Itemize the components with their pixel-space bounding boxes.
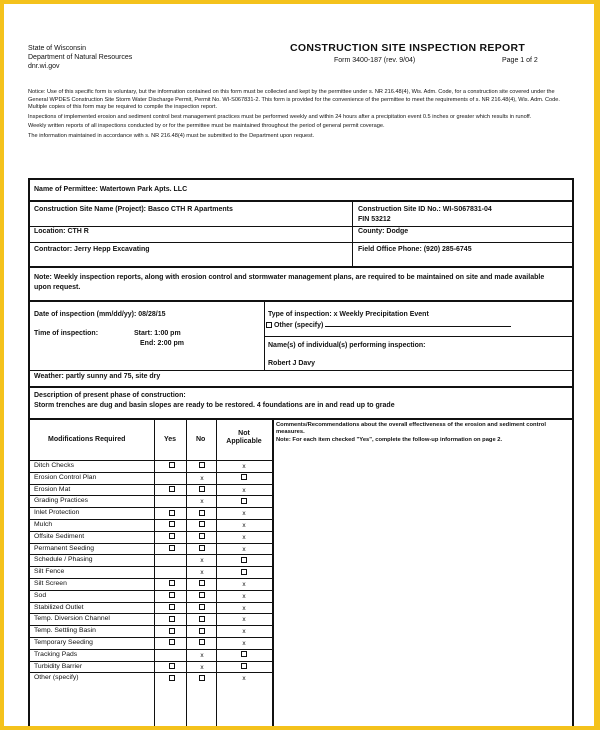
cell-no[interactable] <box>187 555 217 566</box>
row-label: Tracking Pads <box>34 650 78 658</box>
checkbox[interactable] <box>241 474 247 480</box>
fin-field[interactable]: FIN 53212 <box>358 216 391 223</box>
col-header-modifications: Modifications Required <box>48 436 126 443</box>
type-of-inspection[interactable]: Type of inspection: x Weekly Precipitation Event <box>268 311 429 318</box>
table-row <box>30 649 272 661</box>
checkbox[interactable] <box>241 663 247 669</box>
report-title: CONSTRUCTION SITE INSPECTION REPORT <box>290 42 526 54</box>
cell-na[interactable] <box>229 614 259 625</box>
cell-no[interactable] <box>187 579 217 590</box>
cell-no[interactable] <box>187 473 217 484</box>
checkbox[interactable] <box>169 604 175 610</box>
checkbox[interactable] <box>169 521 175 527</box>
divider <box>30 386 572 388</box>
check-mark: x <box>242 604 246 612</box>
check-mark: x <box>200 651 204 659</box>
cell-no[interactable] <box>187 567 217 578</box>
cell-no[interactable] <box>187 508 217 519</box>
check-mark: x <box>242 628 246 636</box>
row-label: Offsite Sediment <box>34 532 85 540</box>
check-mark: x <box>242 522 246 529</box>
row-label: Temp. Settling Basin <box>34 627 96 635</box>
row-label: Inlet Protection <box>34 509 80 517</box>
notice-paragraph: Weekly written reports of all inspections conducted by or for the permittee must be maintained throughout the period of general permit coverage. <box>28 123 385 130</box>
agency-line-state: State of Wisconsin <box>28 45 86 52</box>
cell-na[interactable] <box>229 662 259 673</box>
cell-no[interactable] <box>187 638 217 649</box>
divider <box>264 336 572 337</box>
page-number: Page 1 of 2 <box>502 57 538 64</box>
row-label: Other (specify) <box>34 674 79 682</box>
cell-na[interactable] <box>229 532 259 543</box>
table-row <box>30 637 272 649</box>
site-name-field[interactable]: Construction Site Name (Project): Basco CTH R Apartments <box>34 206 233 213</box>
column-divider <box>272 418 274 726</box>
contractor-field[interactable]: Contractor: Jerry Hepp Excavating <box>34 246 150 253</box>
cell-yes[interactable] <box>157 544 187 555</box>
check-mark: x <box>200 474 204 482</box>
cell-no[interactable] <box>187 520 217 531</box>
cell-no[interactable] <box>187 662 217 673</box>
checkbox[interactable] <box>169 639 175 645</box>
checkbox[interactable] <box>169 592 175 598</box>
weekly-note: Note: Weekly inspection reports, along with erosion control and stormwater management plans, are required to be maintained on site and made available upon request. <box>34 274 545 291</box>
cell-yes[interactable] <box>157 650 187 661</box>
checkbox[interactable] <box>169 462 175 468</box>
divider <box>30 242 572 243</box>
check-mark: x <box>242 640 246 647</box>
agency-line-dept: Department of Natural Resources <box>28 54 133 61</box>
checkbox[interactable] <box>169 616 175 622</box>
cell-no[interactable] <box>187 626 217 637</box>
checkbox[interactable] <box>169 675 175 681</box>
report-form <box>28 178 574 726</box>
cell-no[interactable] <box>187 591 217 602</box>
cell-na[interactable] <box>229 626 259 637</box>
cell-yes[interactable] <box>157 461 187 472</box>
notice-paragraph: The information maintained in accordance with s. NR 216.48(4) must be submitted to the Department upon request. <box>28 132 315 139</box>
check-mark: x <box>242 463 246 470</box>
check-mark: x <box>242 616 246 624</box>
check-mark: x <box>242 510 246 518</box>
cell-no[interactable] <box>187 485 217 496</box>
cell-na[interactable] <box>229 567 259 578</box>
cell-yes[interactable] <box>157 626 187 637</box>
checkbox[interactable] <box>169 628 175 634</box>
cell-yes[interactable] <box>157 532 187 543</box>
cell-yes[interactable] <box>157 614 187 625</box>
cell-na[interactable] <box>229 544 259 555</box>
row-label: Erosion Control Plan <box>34 473 97 481</box>
checkbox[interactable] <box>241 498 247 504</box>
cell-yes[interactable] <box>157 520 187 531</box>
row-label: Sod <box>34 591 47 599</box>
cell-na[interactable] <box>229 555 259 566</box>
row-label: Permanent Seeding <box>34 544 95 552</box>
cell-yes[interactable] <box>157 673 187 684</box>
end-time[interactable]: End: 2:00 pm <box>140 340 184 347</box>
notice-paragraph: Inspections of implemented erosion and sediment control best management practices must be performed weekly and within 24 hours after a precipitation event 0.5 inches or greater which results in runoff. <box>28 113 532 120</box>
agency-block <box>28 44 132 71</box>
table-row <box>30 672 272 684</box>
table-row <box>30 531 272 543</box>
inspector-name[interactable]: Robert J Davy <box>268 360 316 367</box>
cell-no[interactable] <box>187 461 217 472</box>
table-row <box>30 566 272 578</box>
table-row <box>30 507 272 519</box>
cell-na[interactable] <box>229 508 259 519</box>
permittee-field[interactable]: Name of Permittee: Watertown Park Apts. LLC <box>34 186 188 193</box>
phase-label: Description of present phase of construction: <box>34 392 186 399</box>
checkbox[interactable] <box>199 521 205 527</box>
other-checkbox[interactable] <box>266 322 272 328</box>
cell-na[interactable] <box>229 650 259 661</box>
check-mark: x <box>242 486 246 494</box>
checkbox[interactable] <box>199 675 205 681</box>
checkbox[interactable] <box>199 486 205 492</box>
row-label: Ditch Checks <box>34 462 75 469</box>
check-mark: x <box>200 569 204 577</box>
row-label: Silt Screen <box>34 580 67 587</box>
table-row <box>30 519 272 531</box>
county-field[interactable]: County: Dodge <box>358 228 409 235</box>
checkbox[interactable] <box>199 533 205 539</box>
row-label: Schedule / Phasing <box>34 556 93 564</box>
divider <box>30 300 572 302</box>
cell-no[interactable] <box>187 614 217 625</box>
checkbox[interactable] <box>241 569 247 575</box>
col-header-no: No <box>196 436 206 443</box>
divider <box>30 226 572 227</box>
table-row <box>30 590 272 602</box>
cell-na[interactable] <box>229 461 259 472</box>
check-mark: x <box>200 663 204 671</box>
table-row <box>30 602 272 614</box>
cell-na[interactable] <box>229 591 259 602</box>
checkbox[interactable] <box>199 592 205 598</box>
checkbox[interactable] <box>199 639 205 645</box>
notice-paragraph: Notice: Use of this specific form is voluntary, but the information contained on this form must be collected and kept by the permittee under s. NR 216.48(4), Wis. Adm. Code, for a construction site covered under the General WPDES Construction Site Storm Water Discharge Permit, Permit No. WI-S067831-2. This form is provided for the convenience of the permittee to meet the requirements of s. NR 216.48(4), Wis. Adm. Code. Multiple copies of this form may be required to compile the inspection report. <box>28 89 560 111</box>
cell-yes[interactable] <box>157 662 187 673</box>
table-row <box>30 472 272 484</box>
phase-description[interactable]: Storm trenches are dug and basin slopes are ready to be restored. 4 foundations are in and read up to grade <box>34 402 395 409</box>
checkbox[interactable] <box>199 545 205 551</box>
check-mark: x <box>242 533 246 541</box>
table-row <box>30 495 272 507</box>
cell-yes[interactable] <box>157 638 187 649</box>
check-mark: x <box>200 557 204 565</box>
table-row <box>30 613 272 625</box>
checkbox[interactable] <box>169 580 175 586</box>
table-row <box>30 484 272 496</box>
row-label: Erosion Mat <box>34 485 71 493</box>
divider <box>30 200 572 202</box>
table-row <box>30 661 272 673</box>
cell-no[interactable] <box>187 673 217 684</box>
col-header-not-applicable: Not Applicable <box>226 430 262 445</box>
comments-note: Note: For each item checked "Yes", complete the follow-up information on page 2. <box>276 437 503 443</box>
column-divider <box>352 200 353 266</box>
cell-yes[interactable] <box>157 496 187 507</box>
checkbox[interactable] <box>199 628 205 634</box>
check-mark: x <box>242 592 246 600</box>
table-row <box>30 578 272 590</box>
other-specify-line <box>325 326 511 327</box>
cell-yes[interactable] <box>157 485 187 496</box>
col-header-yes: Yes <box>164 436 177 443</box>
date-of-inspection[interactable]: Date of inspection (mm/dd/yy): 08/28/15 <box>34 311 166 318</box>
table-row <box>30 554 272 566</box>
cell-yes[interactable] <box>157 603 187 614</box>
notices-block <box>28 89 576 143</box>
row-label: Silt Fence <box>34 568 65 576</box>
cell-yes[interactable] <box>157 567 187 578</box>
location-field[interactable]: Location: CTH R <box>34 228 89 235</box>
table-row <box>30 543 272 555</box>
cell-yes[interactable] <box>157 555 187 566</box>
cell-no[interactable] <box>187 544 217 555</box>
cell-na[interactable] <box>229 638 259 649</box>
cell-no[interactable] <box>187 603 217 614</box>
cell-na[interactable] <box>229 496 259 507</box>
check-mark: x <box>242 545 246 553</box>
checkbox[interactable] <box>199 580 205 586</box>
checkbox[interactable] <box>241 651 247 657</box>
site-id-field[interactable]: Construction Site ID No.: WI-S067831-04 <box>358 206 492 213</box>
cell-yes[interactable] <box>157 591 187 602</box>
comments-label: Comments/Recommendations about the overall effectiveness of the erosion and sediment control measures. <box>276 422 546 435</box>
checkbox[interactable] <box>199 462 205 468</box>
checkbox[interactable] <box>169 663 175 669</box>
weather-field[interactable]: Weather: partly sunny and 75, site dry <box>34 373 161 380</box>
table-row <box>30 625 272 637</box>
cell-na[interactable] <box>229 673 259 684</box>
cell-na[interactable] <box>229 520 259 531</box>
checkbox[interactable] <box>169 545 175 551</box>
checkbox[interactable] <box>199 510 205 516</box>
check-mark: x <box>242 675 246 683</box>
row-label: Temp. Diversion Channel <box>34 615 110 623</box>
cell-yes[interactable] <box>157 579 187 590</box>
field-office-phone[interactable]: Field Office Phone: (920) 285-6745 <box>358 246 472 253</box>
other-specify-option[interactable] <box>266 322 511 329</box>
table-row <box>30 460 272 472</box>
cell-na[interactable] <box>229 473 259 484</box>
agency-line-web: dnr.wi.gov <box>28 63 60 70</box>
individuals-label: Name(s) of individual(s) performing inspection: <box>268 342 426 349</box>
divider <box>30 370 572 371</box>
cell-no[interactable] <box>187 650 217 661</box>
start-time[interactable]: Start: 1:00 pm <box>134 330 181 337</box>
other-specify-label: Other (specify) <box>273 322 324 329</box>
row-label: Temporary Seeding <box>34 639 93 646</box>
divider <box>30 266 572 268</box>
divider <box>30 418 572 420</box>
form-number: Form 3400-187 (rev. 9/04) <box>334 57 416 64</box>
column-divider <box>264 300 265 370</box>
check-mark: x <box>242 581 246 588</box>
checkbox[interactable] <box>169 486 175 492</box>
time-of-inspection-label: Time of inspection: <box>34 330 99 337</box>
row-label: Mulch <box>34 521 53 528</box>
cell-no[interactable] <box>187 532 217 543</box>
inspection-report-page <box>4 4 594 726</box>
row-label: Grading Practices <box>34 497 89 505</box>
cell-na[interactable] <box>229 579 259 590</box>
cell-no[interactable] <box>187 496 217 507</box>
row-label: Stabilized Outlet <box>34 603 84 611</box>
cell-yes[interactable] <box>157 508 187 519</box>
checkbox[interactable] <box>199 604 205 610</box>
check-mark: x <box>200 498 204 506</box>
checkbox[interactable] <box>169 533 175 539</box>
checkbox[interactable] <box>169 510 175 516</box>
checkbox[interactable] <box>199 616 205 622</box>
checkbox[interactable] <box>241 557 247 563</box>
cell-na[interactable] <box>229 485 259 496</box>
cell-na[interactable] <box>229 603 259 614</box>
cell-yes[interactable] <box>157 473 187 484</box>
row-label: Turbidity Barrier <box>34 662 83 670</box>
